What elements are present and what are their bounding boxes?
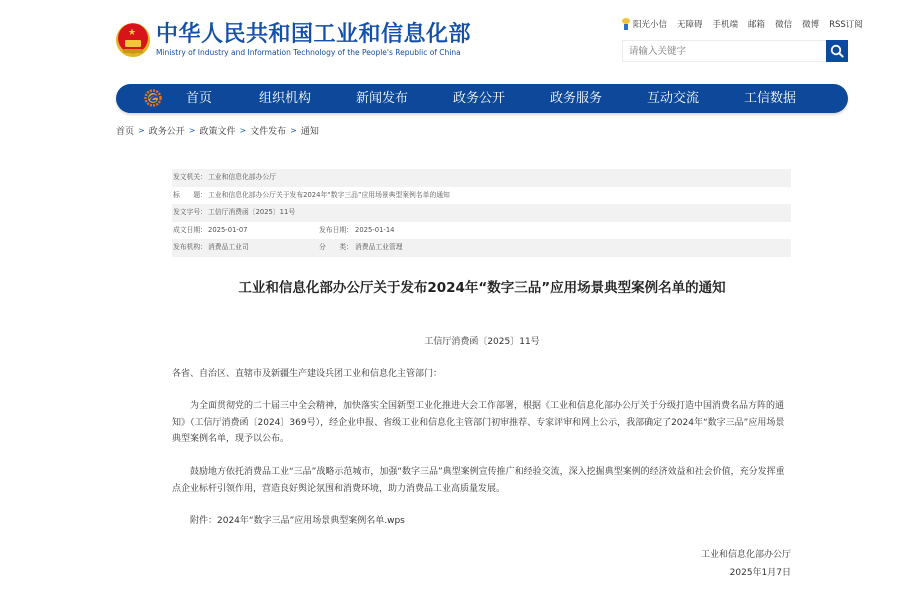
attachment-link[interactable]: 附件：2024年“数字三品”应用场景典型案例名单.wps (190, 516, 405, 526)
body-paragraph-2: 鼓励地方依托消费品工业“三品”战略示范城市，加强“数字三品”典型案例宣传推广和经验交流，深入挖掘典型案例的经济效益和社会价值，充分发挥重点企业标杆引领作用，营造良好舆论氛围和消费环境，助力消费品工业高质量发展。 (172, 467, 785, 494)
link-accessibility[interactable]: 无障碍 (677, 20, 703, 30)
nav-home[interactable]: 首页 (186, 91, 213, 106)
nav-interaction[interactable]: 互动交流 (647, 91, 700, 106)
sunshine-icon (622, 18, 630, 30)
breadcrumb-file-release[interactable]: 文件发布 (250, 127, 287, 137)
body-paragraph-1: 为全面贯彻党的二十届三中全会精神，加快落实全国新型工业化推进大会工作部署，根据《工业和信息化部办公厅关于分级打造中国消费名品方阵的通知》（工信厅消费函〔2024〕369号），经企业申报、省级工业和信息化主管部门初审推荐、专家评审和网上公示，我部确定了2024年“数字三品”应用场景典型案例名单，现予以公布。 (172, 401, 785, 444)
meta-row-title (172, 187, 791, 205)
link-mail[interactable]: 邮箱 (748, 20, 766, 30)
meta-doc-number: 工信厅消费函〔2025〕11号 (208, 208, 296, 216)
breadcrumb-notice[interactable]: 通知 (300, 127, 319, 137)
search-button[interactable] (826, 40, 848, 62)
signature-date: 2025年1月7日 (729, 568, 791, 578)
chevron-right-icon: > (188, 126, 196, 135)
salutation: 各省、自治区、直辖市及新疆生产建设兵团工业和信息化主管部门： (172, 369, 443, 379)
site-logo[interactable] (116, 22, 471, 58)
main-nav (116, 84, 848, 113)
meta-agency: 消费品工业司 (208, 243, 249, 251)
search-icon (830, 44, 844, 58)
link-weibo[interactable]: 微博 (802, 20, 820, 30)
logo-title-cn: 中华人民共和国工业和信息化部 (156, 22, 472, 47)
logo-title-en: Ministry of Industry and Information Technology of the People's Republic of China (156, 48, 461, 57)
meta-row-dates (172, 222, 791, 240)
chevron-right-icon: > (138, 126, 145, 135)
top-links (622, 18, 863, 30)
nav-news[interactable]: 新闻发布 (356, 91, 409, 106)
meta-row-issuer (172, 169, 791, 187)
meta-issuer: 工业和信息化部办公厅 (208, 173, 276, 181)
link-rss[interactable]: RSS订阅 (829, 20, 863, 30)
chevron-right-icon: > (239, 126, 247, 135)
link-sunshine[interactable]: 阳光小信 (633, 20, 668, 30)
document-number: 工信厅消费函〔2025〕11号 (424, 337, 540, 347)
meta-category: 消费品工业管理 (355, 243, 403, 251)
search-bar (622, 40, 848, 62)
document-title: 工业和信息化部办公厅关于发布2024年“数字三品”应用场景典型案例名单的通知 (238, 280, 726, 296)
chevron-right-icon: > (290, 126, 297, 135)
meta-label: 发文机关： (173, 173, 207, 181)
meta-label: 成文日期： (173, 225, 207, 234)
nav-government-affairs[interactable]: 政务公开 (453, 91, 506, 106)
meta-row-doc-number (172, 204, 791, 222)
document-meta-table (172, 169, 791, 257)
breadcrumb-government-affairs[interactable]: 政务公开 (148, 127, 185, 137)
meta-label: 分 类： (319, 243, 353, 251)
meta-created-date: 2025-01-07 (208, 225, 248, 234)
signature-org: 工业和信息化部办公厅 (700, 550, 791, 560)
meta-label: 发布机构： (173, 243, 207, 251)
site-header (0, 0, 900, 80)
meta-label: 发布日期： (319, 225, 353, 234)
breadcrumb (116, 124, 319, 137)
breadcrumb-home[interactable]: 首页 (116, 127, 135, 137)
nav-services[interactable]: 政务服务 (550, 91, 603, 106)
meta-label: 发文字号： (173, 208, 207, 216)
meta-published-date: 2025-01-14 (355, 225, 395, 234)
national-emblem-icon: ★ (116, 23, 150, 57)
breadcrumb-policy-files[interactable]: 政策文件 (199, 127, 236, 137)
search-input[interactable] (622, 40, 826, 62)
meta-row-agency (172, 239, 791, 257)
nav-organization[interactable]: 组织机构 (259, 91, 312, 106)
meta-label: 标 题： (173, 190, 207, 199)
nav-data[interactable]: 工信数据 (744, 91, 797, 106)
link-mobile[interactable]: 手机端 (712, 20, 739, 30)
meta-title: 工业和信息化部办公厅关于发布2024年“数字三品”应用场景典型案例名单的通知 (208, 190, 450, 199)
link-wechat[interactable]: 微信 (775, 20, 793, 30)
